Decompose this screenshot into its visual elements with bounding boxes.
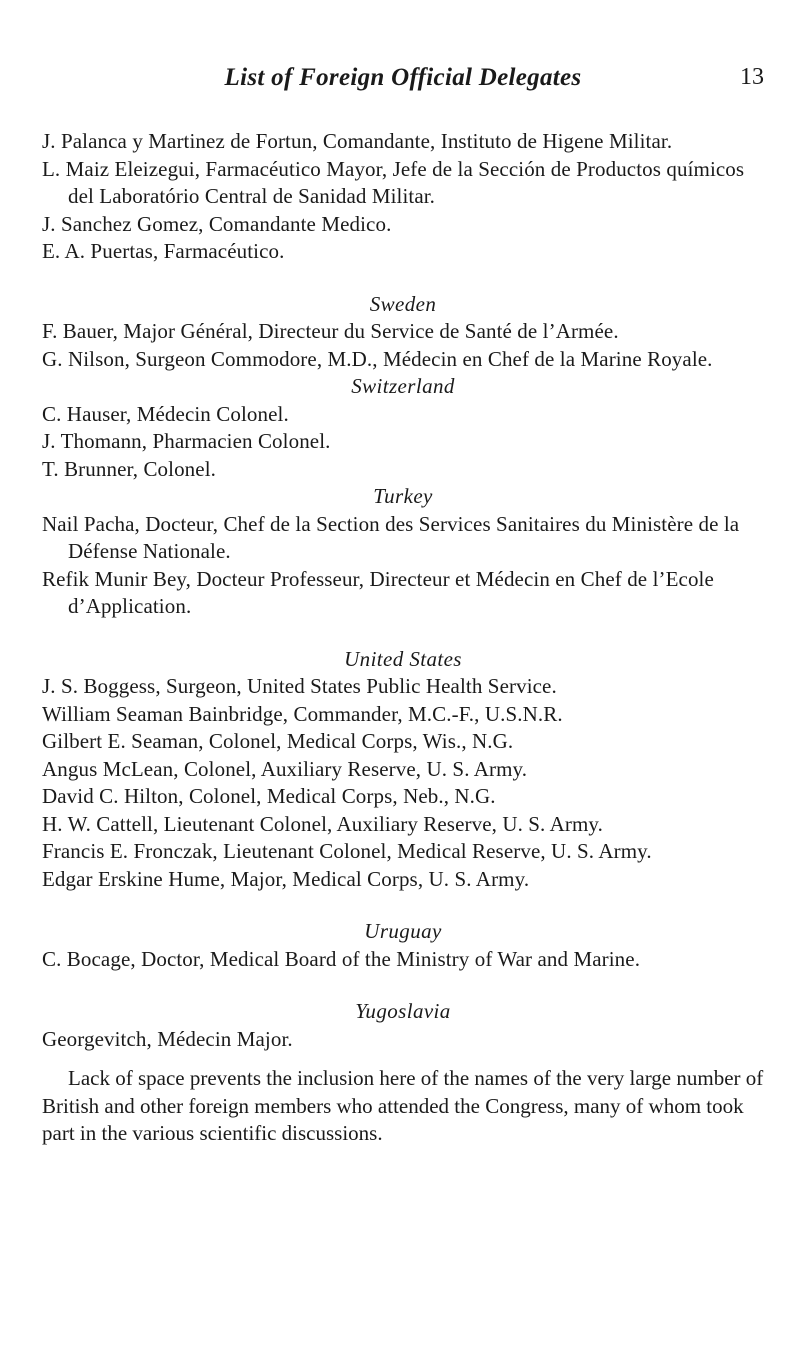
delegate-list <box>42 128 764 1148</box>
delegate-entry: C. Hauser, Médecin Colonel. <box>42 401 289 426</box>
delegate-entry: H. W. Cattell, Lieutenant Colonel, Auxiliary Reserve, U. S. Army. <box>42 811 603 836</box>
delegate-entry: William Seaman Bainbridge, Commander, M.C.-F., U.S.N.R. <box>42 701 563 726</box>
page-number: 13 <box>740 64 764 90</box>
country-heading-uruguay: Uruguay <box>364 919 442 943</box>
delegate-entry: J. Palanca y Martinez de Fortun, Comandante, Instituto de Higene Militar. <box>42 129 673 153</box>
delegate-entry: Refik Munir Bey, Docteur Professeur, Directeur et Médecin en Chef de l’Ecole d’Application. <box>42 566 714 618</box>
delegate-entry: L. Maiz Eleizegui, Farmacéutico Mayor, Jefe de la Sección de Productos químicos del Laboratório Central de Sanidad Militar. <box>42 156 745 208</box>
delegate-entry: J. S. Boggess, Surgeon, United States Public Health Service. <box>42 674 557 698</box>
delegate-entry: Georgevitch, Médecin Major. <box>42 1026 293 1051</box>
delegate-entry: F. Bauer, Major Général, Directeur du Service de Santé de l’Armée. <box>42 319 619 343</box>
delegate-entry: Francis E. Fronczak, Lieutenant Colonel, Medical Reserve, U. S. Army. <box>42 839 652 863</box>
delegate-entry: E. A. Puertas, Farmacéutico. <box>42 239 285 263</box>
delegate-entry: J. Sanchez Gomez, Comandante Medico. <box>42 211 392 236</box>
delegate-entry: Angus McLean, Colonel, Auxiliary Reserve, U. S. Army. <box>42 756 528 781</box>
delegate-entry: J. Thomann, Pharmacien Colonel. <box>42 429 331 453</box>
delegate-entry: G. Nilson, Surgeon Commodore, M.D., Médecin en Chef de la Marine Royale. <box>42 346 713 371</box>
running-title: List of Foreign Official Delegates <box>224 64 582 91</box>
delegate-entry: C. Bocage, Doctor, Medical Board of the Ministry of War and Marine. <box>42 946 641 971</box>
country-heading-yugoslavia: Yugoslavia <box>355 999 451 1023</box>
country-heading-united-states: United States <box>344 646 462 671</box>
delegate-entry: T. Brunner, Colonel. <box>42 456 216 481</box>
country-heading-turkey: Turkey <box>373 484 433 508</box>
delegate-entry: Gilbert E. Seaman, Colonel, Medical Corps, Wis., N.G. <box>42 729 514 753</box>
delegate-entry: Edgar Erskine Hume, Major, Medical Corps, U. S. Army. <box>42 866 530 891</box>
delegate-entry: Nail Pacha, Docteur, Chef de la Section des Services Sanitaires du Ministère de la Défense Nationale. <box>42 511 740 563</box>
delegate-entry: David C. Hilton, Colonel, Medical Corps, Neb., N.G. <box>42 784 496 808</box>
country-heading-sweden: Sweden <box>369 291 437 316</box>
running-head <box>42 64 764 104</box>
country-heading-switzerland: Switzerland <box>351 374 455 398</box>
closing-note: Lack of space prevents the inclusion here of the names of the very large number of British and other foreign members who attended the Congress, many of whom took part in the various scientific discussions. <box>42 1066 764 1145</box>
